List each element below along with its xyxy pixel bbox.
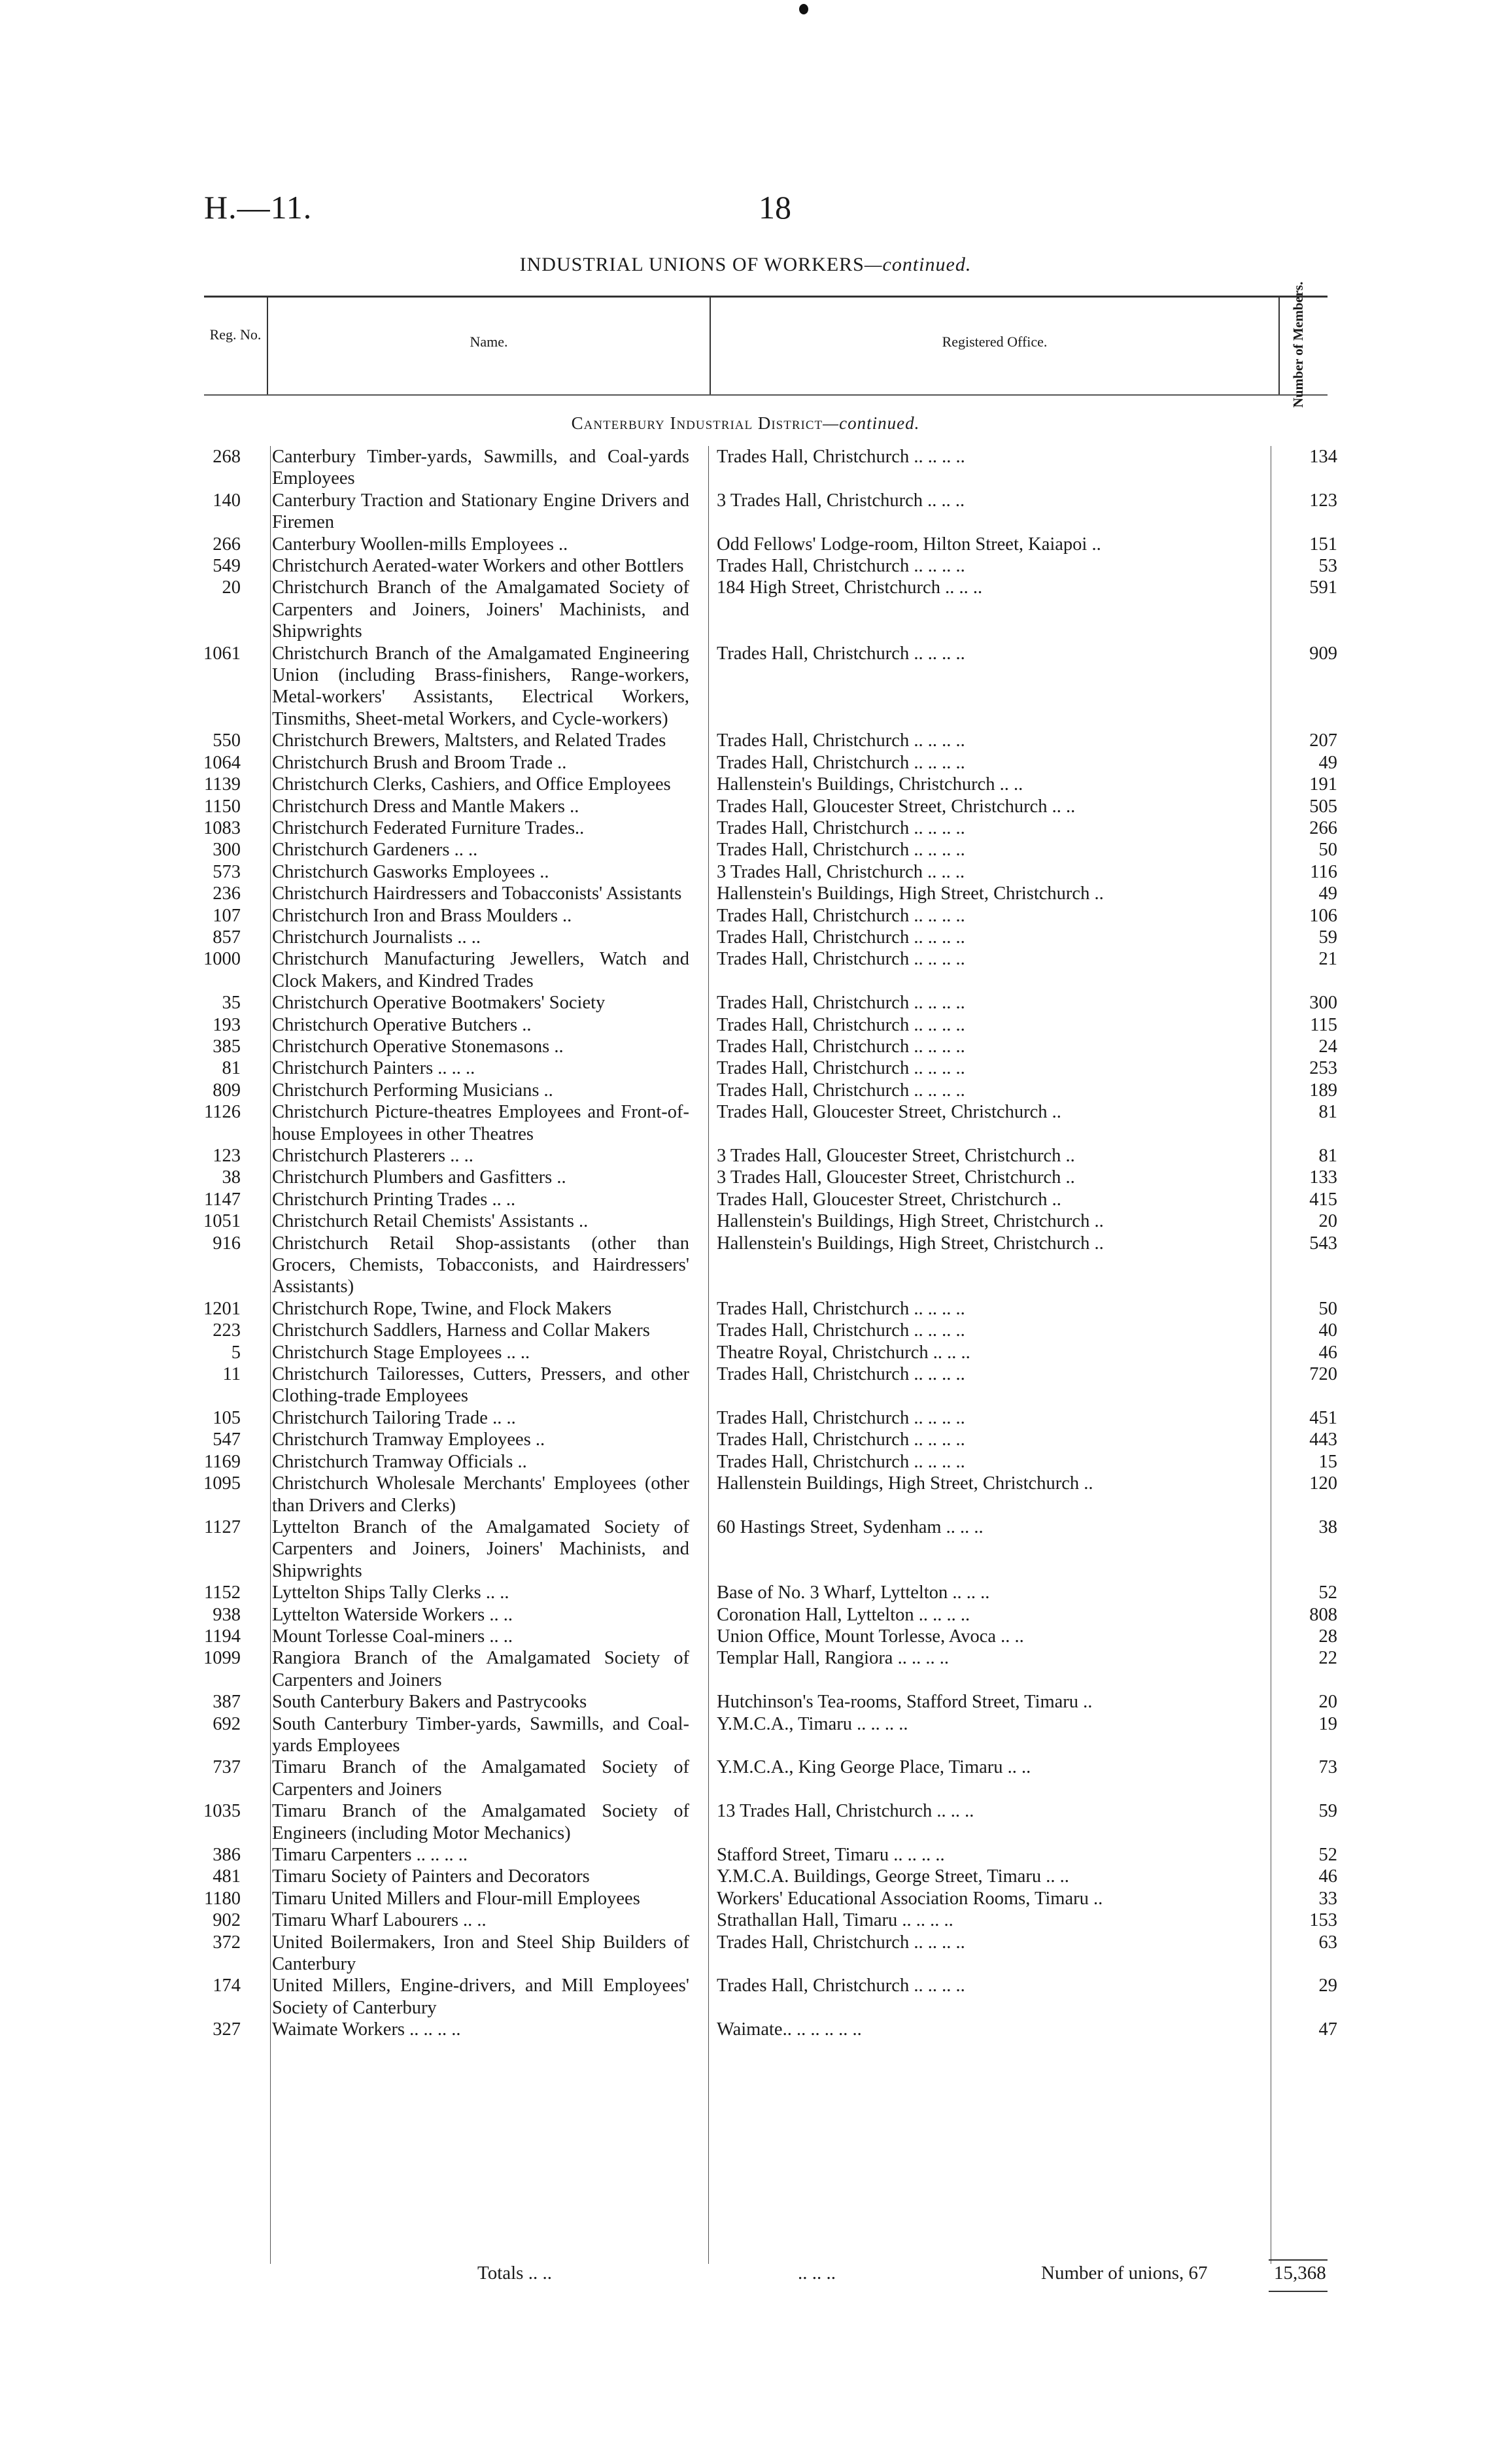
reg-no-cell: 123 (213, 1146, 241, 1166)
union-name-cell: Waimate Workers .. .. .. .. (272, 2019, 461, 2040)
registered-office-cell: Strathallan Hall, Timaru .. .. .. .. (717, 1910, 953, 1931)
members-cell: 591 (1309, 577, 1337, 598)
union-name-cell: Christchurch Tailoresses, Cutters, Pressers, and other Clothing-trade Employees (272, 1364, 689, 1407)
reg-no-cell: 193 (213, 1014, 241, 1035)
union-name-cell: Christchurch Wholesale Merchants' Employees (other than Drivers and Clerks) (272, 1473, 689, 1516)
reg-no-cell: 266 (213, 534, 241, 555)
members-cell: 415 (1309, 1189, 1337, 1210)
union-name-cell: Rangiora Branch of the Amalgamated Society of Carpenters and Joiners (272, 1648, 689, 1690)
title-main: INDUSTRIAL UNIONS OF WORKERS (519, 254, 865, 275)
reg-no-cell: 1064 (203, 752, 241, 773)
registered-office-cell: Trades Hall, Christchurch .. .. .. .. (717, 905, 965, 926)
reg-no-cell: 547 (213, 1429, 241, 1450)
members-cell: 81 (1318, 1146, 1337, 1166)
members-cell: 543 (1309, 1233, 1337, 1254)
table-row (0, 883, 1491, 904)
union-name-cell: South Canterbury Bakers and Pastrycooks (272, 1692, 587, 1713)
members-cell: 15 (1318, 1451, 1337, 1472)
totals-bottom-rule (1269, 2291, 1328, 2292)
registered-office-cell: 3 Trades Hall, Christchurch .. .. .. (717, 861, 965, 882)
header-bottom-rule (204, 394, 1328, 396)
table-row (0, 1014, 1491, 1036)
members-cell: 123 (1309, 490, 1337, 511)
reg-no-cell: 938 (213, 1604, 241, 1625)
members-cell: 52 (1318, 1845, 1337, 1865)
table-row (0, 1473, 1491, 1516)
members-cell: 191 (1309, 774, 1337, 795)
reg-no-cell: 327 (213, 2019, 241, 2040)
reg-no-cell: 1147 (204, 1189, 241, 1210)
reg-no-cell: 81 (222, 1058, 241, 1079)
union-name-cell: Christchurch Plumbers and Gasfitters .. (272, 1167, 566, 1188)
registered-office-cell: Trades Hall, Christchurch .. .. .. .. (717, 1407, 965, 1428)
union-name-cell: Christchurch Saddlers, Harness and Collar Makers (272, 1320, 650, 1341)
table-row (0, 1320, 1491, 1341)
members-cell: 33 (1318, 1888, 1337, 1909)
reg-no-cell: 38 (222, 1167, 241, 1188)
members-cell: 52 (1318, 1583, 1337, 1603)
registered-office-cell: Base of No. 3 Wharf, Lyttelton .. .. .. (717, 1583, 990, 1603)
reg-no-cell: 174 (213, 1976, 241, 1996)
registered-office-cell: Y.M.C.A. Buildings, George Street, Timaru .. .. (717, 1866, 1069, 1887)
reg-no-cell: 902 (213, 1910, 241, 1931)
union-name-cell: Christchurch Operative Bootmakers' Society (272, 993, 606, 1014)
reg-no-cell: 300 (213, 840, 241, 861)
members-cell: 207 (1309, 730, 1337, 751)
reg-no-cell: 385 (213, 1036, 241, 1057)
union-name-cell: Lyttelton Ships Tally Clerks .. .. (272, 1583, 509, 1603)
union-name-cell: United Boilermakers, Iron and Steel Ship Builders of Canterbury (272, 1932, 689, 1975)
table-row (0, 577, 1491, 642)
registered-office-cell: Trades Hall, Christchurch .. .. .. .. (717, 1058, 965, 1079)
union-name-cell: Christchurch Tramway Officials .. (272, 1451, 527, 1472)
union-name-cell: Christchurch Picture-theatres Employees and Front-of-house Employees in other Theatres (272, 1102, 689, 1144)
reg-no-cell: 5 (231, 1342, 241, 1363)
reg-no-cell: 809 (213, 1080, 241, 1101)
union-name-cell: Christchurch Dress and Mantle Makers .. (272, 796, 579, 817)
totals-members: 15,368 (1274, 2263, 1326, 2284)
reg-no-cell: 140 (213, 490, 241, 511)
union-name-cell: Timaru Wharf Labourers .. .. (272, 1910, 487, 1931)
registered-office-cell: Trades Hall, Gloucester Street, Christchurch .. .. (717, 796, 1076, 817)
reg-no-cell: 1061 (203, 643, 241, 664)
table-row (0, 1189, 1491, 1210)
report-code: H.—11. (204, 189, 313, 226)
union-name-cell: Christchurch Operative Butchers .. (272, 1014, 532, 1035)
union-name-cell: Christchurch Aerated-water Workers and other Bottlers (272, 556, 684, 577)
table-row (0, 2019, 1491, 2040)
reg-no-cell: 481 (213, 1866, 241, 1887)
registered-office-cell: Workers' Educational Association Rooms, Timaru .. (717, 1888, 1103, 1909)
district-name: Canterbury Industrial District (571, 413, 823, 433)
table-row (0, 555, 1491, 577)
union-name-cell: Christchurch Manufacturing Jewellers, Watch and Clock Makers, and Kindred Trades (272, 949, 689, 991)
members-cell: 50 (1318, 1298, 1337, 1319)
union-name-cell: Christchurch Brush and Broom Trade .. (272, 752, 567, 773)
table-row (0, 992, 1491, 1014)
reg-no-cell: 236 (213, 883, 241, 904)
union-name-cell: Canterbury Woollen-mills Employees .. (272, 534, 568, 555)
registered-office-cell: Trades Hall, Christchurch .. .. .. .. (717, 1036, 965, 1057)
reg-no-cell: 737 (213, 1757, 241, 1778)
reg-no-cell: 1126 (204, 1102, 241, 1123)
totals-unions: Number of unions, 67 (1041, 2263, 1208, 2284)
column-header-name: Name. (470, 334, 508, 350)
union-name-cell: Christchurch Gardeners .. .. (272, 840, 478, 861)
reg-no-cell: 1139 (204, 774, 241, 795)
table-row (0, 1866, 1491, 1887)
members-cell: 53 (1318, 556, 1337, 577)
members-cell: 46 (1318, 1342, 1337, 1363)
registered-office-cell: Trades Hall, Gloucester Street, Christchurch .. (717, 1102, 1061, 1123)
union-name-cell: Christchurch Retail Shop-assistants (other than Grocers, Chemists, Tobacconists, and Hairdressers' Assistants) (272, 1233, 689, 1297)
registered-office-cell: Trades Hall, Christchurch .. .. .. .. (717, 1364, 965, 1385)
reg-no-cell: 387 (213, 1692, 241, 1713)
reg-no-cell: 11 (222, 1364, 241, 1385)
table-row (0, 1888, 1491, 1909)
table-row (0, 1080, 1491, 1101)
table-row (0, 1800, 1491, 1844)
union-name-cell: Lyttelton Waterside Workers .. .. (272, 1604, 513, 1625)
members-cell: 47 (1318, 2019, 1337, 2040)
table-row (0, 1167, 1491, 1188)
reg-no-cell: 20 (222, 577, 241, 598)
registered-office-cell: Hutchinson's Tea-rooms, Stafford Street, Timaru .. (717, 1692, 1093, 1713)
union-name-cell: South Canterbury Timber-yards, Sawmills, and Coal-yards Employees (272, 1713, 689, 1756)
registered-office-cell: Odd Fellows' Lodge-room, Hilton Street, Kaiapoi .. (717, 534, 1101, 555)
table-row (0, 1451, 1491, 1473)
union-name-cell: Canterbury Traction and Stationary Engine Drivers and Firemen (272, 490, 689, 533)
totals-rule (1269, 2259, 1328, 2261)
members-cell: 81 (1318, 1102, 1337, 1123)
table-row (0, 1909, 1491, 1931)
members-cell: 505 (1309, 796, 1337, 817)
registered-office-cell: Waimate.. .. .. .. .. .. (717, 2019, 862, 2040)
reg-no-cell: 386 (213, 1845, 241, 1865)
table-row (0, 1298, 1491, 1320)
reg-no-cell: 1201 (203, 1298, 241, 1319)
reg-no-cell: 1000 (203, 949, 241, 970)
reg-no-cell: 1180 (204, 1888, 241, 1909)
registered-office-cell: 3 Trades Hall, Christchurch .. .. .. (717, 490, 965, 511)
registered-office-cell: Trades Hall, Christchurch .. .. .. .. (717, 1932, 965, 1953)
registered-office-cell: Trades Hall, Christchurch .. .. .. .. (717, 730, 965, 751)
members-cell: 73 (1318, 1757, 1337, 1778)
union-name-cell: Christchurch Brewers, Maltsters, and Related Trades (272, 730, 666, 751)
union-name-cell: Christchurch Tramway Employees .. (272, 1429, 545, 1450)
members-cell: 49 (1318, 752, 1337, 773)
union-name-cell: Christchurch Retail Chemists' Assistants .. (272, 1211, 589, 1232)
header-top-rule (204, 296, 1328, 298)
union-name-cell: Christchurch Stage Employees .. .. (272, 1342, 530, 1363)
district-heading (0, 413, 1491, 434)
table-row (0, 927, 1491, 948)
totals-label: Totals .. .. (477, 2263, 552, 2284)
table-row (0, 643, 1491, 730)
reg-no-cell: 1152 (204, 1583, 241, 1603)
table-row (0, 1713, 1491, 1757)
table-row (0, 730, 1491, 751)
union-name-cell: Christchurch Federated Furniture Trades.. (272, 817, 585, 838)
registered-office-cell: Hallenstein's Buildings, High Street, Christchurch .. (717, 1233, 1104, 1254)
union-name-cell: Christchurch Painters .. .. .. (272, 1058, 475, 1079)
registered-office-cell: Trades Hall, Christchurch .. .. .. .. (717, 1976, 965, 1996)
table-row (0, 1036, 1491, 1057)
table-row (0, 1975, 1491, 2019)
registered-office-cell: Hallenstein Buildings, High Street, Christchurch .. (717, 1473, 1093, 1494)
table-row (0, 1145, 1491, 1167)
members-cell: 46 (1318, 1866, 1337, 1887)
reg-no-cell: 857 (213, 927, 241, 948)
union-name-cell: Timaru Society of Painters and Decorators (272, 1866, 590, 1887)
members-cell: 116 (1310, 861, 1337, 882)
table-row (0, 796, 1491, 817)
members-cell: 63 (1318, 1932, 1337, 1953)
registered-office-cell: Theatre Royal, Christchurch .. .. .. (717, 1342, 970, 1363)
reg-no-cell: 1194 (204, 1626, 241, 1647)
registered-office-cell: Coronation Hall, Lyttelton .. .. .. .. (717, 1604, 970, 1625)
reg-no-cell: 1169 (204, 1451, 241, 1472)
table-row (0, 446, 1491, 490)
table-row (0, 1101, 1491, 1145)
table-row (0, 948, 1491, 992)
members-cell: 720 (1309, 1364, 1337, 1385)
union-name-cell: Timaru Branch of the Amalgamated Society of Carpenters and Joiners (272, 1757, 689, 1800)
column-header-office: Registered Office. (942, 334, 1048, 350)
members-cell: 120 (1309, 1473, 1337, 1494)
union-name-cell: Timaru Carpenters .. .. .. .. (272, 1845, 468, 1865)
members-cell: 133 (1309, 1167, 1337, 1188)
table-row (0, 1604, 1491, 1626)
union-name-cell: Christchurch Branch of the Amalgamated Society of Carpenters and Joiners, Joiners' Machinists, and Shipwrights (272, 577, 689, 642)
members-cell: 189 (1309, 1080, 1337, 1101)
registered-office-cell: Trades Hall, Christchurch .. .. .. .. (717, 643, 965, 664)
members-cell: 451 (1309, 1407, 1337, 1428)
union-name-cell: Lyttelton Branch of the Amalgamated Society of Carpenters and Joiners, Joiners' Machinists, and Shipwrights (272, 1516, 689, 1581)
union-name-cell: Christchurch Operative Stonemasons .. (272, 1036, 564, 1057)
members-cell: 24 (1318, 1036, 1337, 1057)
totals-dots: .. .. .. (798, 2263, 836, 2284)
members-cell: 153 (1309, 1910, 1337, 1931)
reg-no-cell: 550 (213, 730, 241, 751)
table-row (0, 1932, 1491, 1976)
table-row (0, 905, 1491, 927)
union-name-cell: Christchurch Tailoring Trade .. .. (272, 1407, 516, 1428)
union-name-cell: Christchurch Printing Trades .. .. (272, 1189, 516, 1210)
column-header-reg-no: Reg. No. (209, 326, 262, 343)
members-cell: 49 (1318, 883, 1337, 904)
table-row (0, 1057, 1491, 1079)
table-row (0, 752, 1491, 774)
reg-no-cell: 1083 (203, 817, 241, 838)
members-cell: 266 (1309, 817, 1337, 838)
reg-no-cell: 268 (213, 447, 241, 467)
registered-office-cell: Trades Hall, Christchurch .. .. .. .. (717, 1014, 965, 1035)
union-name-cell: Christchurch Plasterers .. .. (272, 1146, 473, 1166)
reg-no-cell: 223 (213, 1320, 241, 1341)
members-cell: 300 (1309, 993, 1337, 1014)
registered-office-cell: Trades Hall, Christchurch .. .. .. .. (717, 993, 965, 1014)
members-cell: 59 (1318, 1801, 1337, 1822)
ink-dot (799, 4, 808, 14)
registered-office-cell: 13 Trades Hall, Christchurch .. .. .. (717, 1801, 974, 1822)
reg-no-cell: 372 (213, 1932, 241, 1953)
union-name-cell: Christchurch Branch of the Amalgamated Engineering Union (including Brass-finishers, Range-workers, Metal-workers' Assistants, Electrical Workers, Tinsmiths, Sheet-metal Workers, and Cycle-workers) (272, 643, 689, 729)
reg-no-cell: 107 (213, 905, 241, 926)
registered-office-cell: Trades Hall, Christchurch .. .. .. .. (717, 1429, 965, 1450)
union-name-cell: Christchurch Performing Musicians .. (272, 1080, 553, 1101)
table-row (0, 1407, 1491, 1429)
registered-office-cell: Hallenstein's Buildings, Christchurch .. .. (717, 774, 1023, 795)
registered-office-cell: Union Office, Mount Torlesse, Avoca .. .. (717, 1626, 1024, 1647)
reg-no-cell: 1095 (203, 1473, 241, 1494)
members-cell: 50 (1318, 840, 1337, 861)
union-name-cell: Timaru United Millers and Flour-mill Employees (272, 1888, 640, 1909)
registered-office-cell: Trades Hall, Christchurch .. .. .. .. (717, 1080, 965, 1101)
members-cell: 29 (1318, 1976, 1337, 1996)
column-header-members: Number of Members. (1290, 281, 1306, 408)
members-cell: 253 (1309, 1058, 1337, 1079)
union-name-cell: Canterbury Timber-yards, Sawmills, and Coal-yards Employees (272, 447, 689, 489)
registered-office-cell: Y.M.C.A., Timaru .. .. .. .. (717, 1713, 908, 1734)
members-cell: 38 (1318, 1516, 1337, 1537)
reg-no-cell: 549 (213, 556, 241, 577)
reg-no-cell: 916 (213, 1233, 241, 1254)
members-cell: 22 (1318, 1648, 1337, 1669)
registered-office-cell: 184 High Street, Christchurch .. .. .. (717, 577, 983, 598)
union-name-cell: Christchurch Gasworks Employees .. (272, 861, 549, 882)
table-row (0, 1233, 1491, 1298)
registered-office-cell: Trades Hall, Christchurch .. .. .. .. (717, 447, 965, 467)
table-row (0, 1516, 1491, 1582)
reg-no-cell: 1127 (204, 1516, 241, 1537)
page-title (0, 254, 1491, 276)
table-row (0, 1342, 1491, 1363)
union-name-cell: Christchurch Clerks, Cashiers, and Office Employees (272, 774, 671, 795)
reg-no-cell: 1035 (203, 1801, 241, 1822)
table-row (0, 839, 1491, 861)
members-cell: 106 (1309, 905, 1337, 926)
reg-no-cell: 35 (222, 993, 241, 1014)
registered-office-cell: Trades Hall, Christchurch .. .. .. .. (717, 752, 965, 773)
table-row (0, 1626, 1491, 1647)
table-row (0, 1756, 1491, 1800)
union-name-cell: Christchurch Rope, Twine, and Flock Makers (272, 1298, 612, 1319)
members-cell: 19 (1318, 1713, 1337, 1734)
registered-office-cell: 3 Trades Hall, Gloucester Street, Christchurch .. (717, 1146, 1075, 1166)
members-cell: 443 (1309, 1429, 1337, 1450)
registered-office-cell: 60 Hastings Street, Sydenham .. .. .. (717, 1516, 984, 1537)
members-cell: 115 (1310, 1014, 1337, 1035)
district-suffix: —continued. (823, 413, 920, 433)
union-name-cell: Christchurch Journalists .. .. (272, 927, 481, 948)
members-cell: 20 (1318, 1692, 1337, 1713)
registered-office-cell: Trades Hall, Christchurch .. .. .. .. (717, 1298, 965, 1319)
members-cell: 21 (1318, 949, 1337, 970)
registered-office-cell: Trades Hall, Christchurch .. .. .. .. (717, 1320, 965, 1341)
registered-office-cell: Trades Hall, Christchurch .. .. .. .. (717, 1451, 965, 1472)
union-name-cell: Christchurch Hairdressers and Tobacconists' Assistants (272, 883, 682, 904)
members-cell: 151 (1309, 534, 1337, 555)
registered-office-cell: Trades Hall, Christchurch .. .. .. .. (717, 817, 965, 838)
reg-no-cell: 1099 (203, 1648, 241, 1669)
registered-office-cell: Templar Hall, Rangiora .. .. .. .. (717, 1648, 949, 1669)
table-row (0, 1582, 1491, 1603)
union-name-cell: Timaru Branch of the Amalgamated Society of Engineers (including Motor Mechanics) (272, 1801, 689, 1843)
reg-no-cell: 1150 (204, 796, 241, 817)
members-cell: 134 (1309, 447, 1337, 467)
registered-office-cell: Trades Hall, Gloucester Street, Christchurch .. (717, 1189, 1061, 1210)
table-row (0, 1363, 1491, 1407)
registered-office-cell: Trades Hall, Christchurch .. .. .. .. (717, 949, 965, 970)
title-suffix: —continued. (864, 254, 972, 275)
members-cell: 909 (1309, 643, 1337, 664)
reg-no-cell: 1051 (203, 1211, 241, 1232)
registered-office-cell: Stafford Street, Timaru .. .. .. .. (717, 1845, 945, 1865)
members-cell: 40 (1318, 1320, 1337, 1341)
table-row (0, 1844, 1491, 1866)
members-cell: 20 (1318, 1211, 1337, 1232)
table-row (0, 861, 1491, 883)
registered-office-cell: Trades Hall, Christchurch .. .. .. .. (717, 927, 965, 948)
table-row (0, 534, 1491, 555)
reg-no-cell: 692 (213, 1713, 241, 1734)
members-cell: 808 (1309, 1604, 1337, 1625)
union-name-cell: United Millers, Engine-drivers, and Mill Employees' Society of Canterbury (272, 1976, 689, 2018)
registered-office-cell: Hallenstein's Buildings, High Street, Christchurch .. (717, 1211, 1104, 1232)
union-name-cell: Mount Torlesse Coal-miners .. .. (272, 1626, 513, 1647)
reg-no-cell: 573 (213, 861, 241, 882)
page-number: 18 (759, 189, 791, 226)
union-name-cell: Christchurch Iron and Brass Moulders .. (272, 905, 572, 926)
registered-office-cell: 3 Trades Hall, Gloucester Street, Christchurch .. (717, 1167, 1075, 1188)
registered-office-cell: Trades Hall, Christchurch .. .. .. .. (717, 556, 965, 577)
members-cell: 59 (1318, 927, 1337, 948)
members-cell: 28 (1318, 1626, 1337, 1647)
unions-table (0, 446, 1491, 2041)
reg-no-cell: 105 (213, 1407, 241, 1428)
table-row (0, 1647, 1491, 1691)
table-row (0, 774, 1491, 795)
table-row (0, 1691, 1491, 1713)
registered-office-cell: Trades Hall, Christchurch .. .. .. .. (717, 840, 965, 861)
registered-office-cell: Hallenstein's Buildings, High Street, Christchurch .. (717, 883, 1104, 904)
table-row (0, 817, 1491, 839)
table-row (0, 490, 1491, 534)
registered-office-cell: Y.M.C.A., King George Place, Timaru .. .. (717, 1757, 1031, 1778)
table-row (0, 1210, 1491, 1232)
table-row (0, 1429, 1491, 1450)
